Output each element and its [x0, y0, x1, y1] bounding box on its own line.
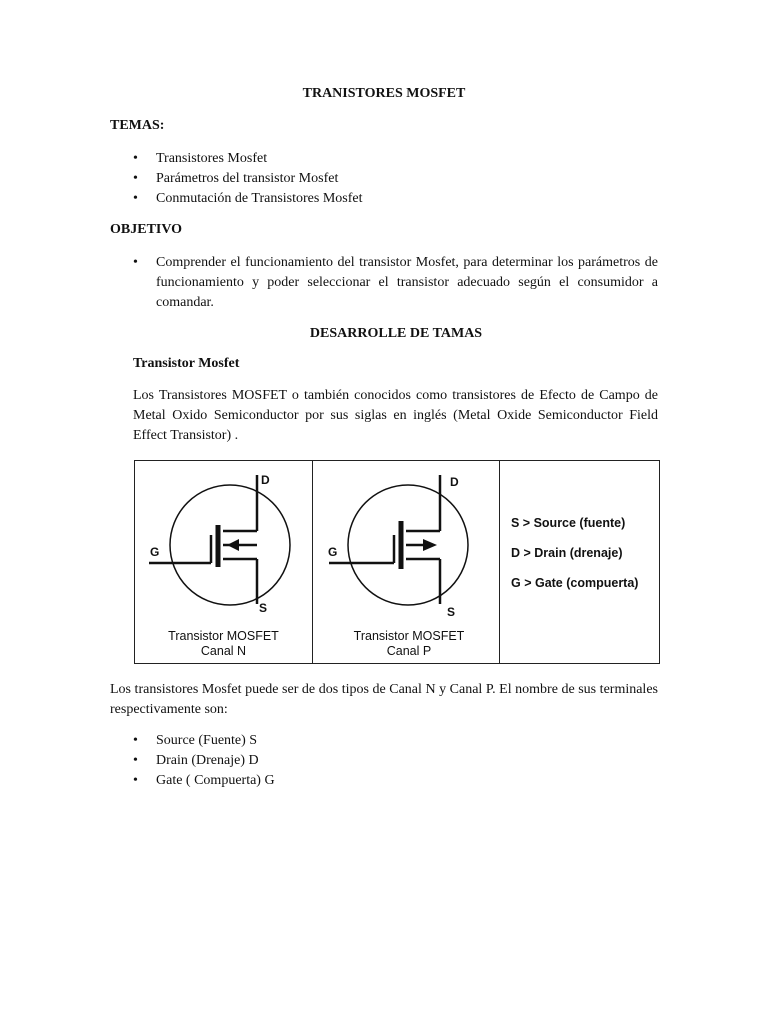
p-channel-caption — [313, 629, 505, 659]
p-channel-cell — [313, 461, 499, 663]
transistor-mosfet-subheading: Transistor Mosfet — [133, 356, 240, 371]
legend-item-gate: G > Gate (compuerta) — [511, 576, 639, 590]
temas-heading: TEMAS: — [110, 118, 165, 133]
caption-line: Canal N — [200, 644, 247, 658]
terminals-list — [133, 731, 275, 791]
mosfet-figure — [134, 460, 660, 664]
legend-item-drain: D > Drain (drenaje) — [511, 546, 623, 560]
caption-line: Transistor MOSFET — [168, 629, 279, 643]
objetivo-text: • Comprender el funcionamiento del transistor Mosfet, para determinar los parámetros de funcionamiento y poder seleccionar el transistor adecuado según el consumidor a comandar. — [133, 253, 658, 313]
legend-item-source: S > Source (fuente) — [511, 516, 626, 530]
pin-d-label: D — [450, 475, 459, 489]
caption-line: Canal P — [386, 644, 432, 658]
list-item: • Conmutación de Transistores Mosfet — [133, 189, 363, 209]
pin-d-label: D — [261, 473, 270, 487]
terminal-legend — [511, 508, 638, 598]
desarrollo-heading: DESARROLLE DE TAMAS — [309, 326, 483, 341]
list-item: • Transistores Mosfet — [133, 149, 363, 169]
pin-s-label: S — [447, 605, 456, 619]
pin-g-label: G — [328, 545, 338, 559]
temas-list — [133, 149, 363, 209]
intro-paragraph: Los Transistores MOSFET o también conocidos como transistores de Efecto de Campo de Metal Oxido Semiconductor por sus siglas en inglés (Metal Oxide Semiconductor Field Effect Transistor) . — [133, 388, 658, 443]
caption-line: Transistor MOSFET — [353, 629, 465, 643]
page-title: TRANISTORES MOSFET — [302, 86, 466, 101]
n-channel-cell — [135, 461, 312, 663]
pin-g-label: G — [150, 545, 160, 559]
list-item: • Gate ( Compuerta) G — [133, 771, 275, 791]
list-item: • Parámetros del transistor Mosfet — [133, 169, 363, 189]
pin-s-label: S — [259, 601, 268, 615]
objetivo-list — [133, 253, 658, 313]
n-channel-caption — [135, 629, 312, 659]
list-item: • Drain (Drenaje) D — [133, 751, 275, 771]
list-item: • Source (Fuente) S — [133, 731, 275, 751]
objetivo-heading: OBJETIVO — [110, 222, 183, 237]
terminals-intro: Los transistores Mosfet puede ser de dos tipos de Canal N y Canal P. El nombre de sus terminales respectivamente son: — [110, 682, 658, 717]
